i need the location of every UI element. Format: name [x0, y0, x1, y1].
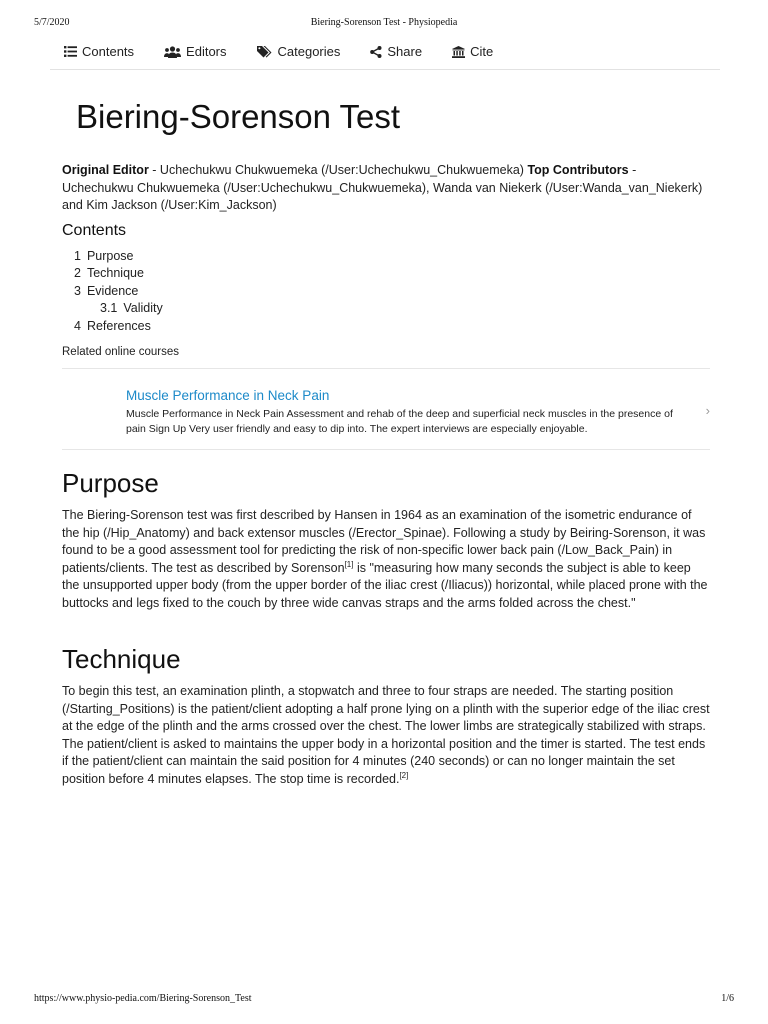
course-title-link[interactable]: Muscle Performance in Neck Pain — [126, 388, 330, 403]
toc-number: 4 — [74, 318, 81, 333]
reference-2-link[interactable]: [2] — [399, 770, 409, 780]
print-date: 5/7/2020 — [34, 17, 70, 28]
institution-icon — [452, 46, 465, 58]
share-label: Share — [387, 44, 423, 59]
print-footer — [34, 993, 734, 1005]
top-contributors-text: - Uchechukwu Chukwuemeka (/User:Uchechukwu_Chukwuemeka), Wanda van Niekerk (/User:Wanda_van_Niekerk) and Kim Jackson (/User:Kim_Jackson) — [62, 163, 703, 212]
list-icon — [64, 46, 77, 57]
print-page-number: 1/6 — [721, 993, 734, 1004]
page-toolbar — [50, 40, 720, 70]
original-editor-label: Original Editor — [62, 163, 149, 177]
toc-number: 1 — [74, 249, 81, 263]
purpose-text-a: The Biering-Sorenson test was first described by Hansen in 1964 as an examination of the isometric endurance of the hip (/Hip_Anatomy) and back extensor muscles (/Erector_Spinae). Following a study by Beiring-Sorenson, it was found to be a good assessment tool for predicting the risk of non-specific lower back pain (/Low_Back_Pain) in patients/clients. The test as described by Sorenson — [62, 508, 706, 575]
purpose-paragraph — [62, 507, 710, 613]
chevron-right-icon[interactable]: › — [705, 403, 710, 418]
toc-item-references[interactable] — [74, 318, 163, 335]
technique-heading: Technique — [62, 644, 181, 674]
table-of-contents — [74, 248, 163, 335]
categories-button[interactable] — [257, 44, 341, 59]
toc-number: 2 — [74, 266, 81, 281]
reference-1-link[interactable]: [1] — [344, 559, 354, 569]
toc-number: 3.1 — [100, 301, 118, 316]
toc-label: Technique — [86, 266, 144, 281]
toc-item-purpose[interactable] — [74, 248, 163, 265]
technique-paragraph — [62, 683, 710, 789]
cite-label: Cite — [470, 44, 494, 59]
toc-number: 3 — [74, 283, 81, 298]
users-icon — [164, 46, 181, 58]
toc-label: References — [86, 318, 151, 333]
toc-title: Contents — [62, 222, 127, 239]
toc-item-technique[interactable] — [74, 265, 163, 282]
toc-item-validity[interactable] — [74, 300, 163, 317]
tags-icon — [257, 45, 273, 58]
top-contributors-label: Top Contributors — [527, 163, 629, 177]
course-card[interactable] — [62, 368, 710, 450]
print-header — [34, 17, 734, 29]
technique-text: To begin this test, an examination plinth, a stopwatch and three to four straps are needed. The starting position (/Starting_Positions) is the patient/client adopting a half prone lying on a plinth with the superior edge of the iliac crest at the edge of the plinth and the arms crossed over the chest. The lower limbs are strategically stabilized with straps. The patient/client is asked to maintains the upper body in a horizontal position and the timer is started. The test ends if the patient/client can maintain the said position for 4 minutes (240 seconds) or can no longer maintain the set position before 4 minutes elapses. The stop time is recorded. — [62, 684, 710, 786]
page-title: Biering-Sorenson Test — [76, 98, 401, 135]
share-button[interactable] — [370, 44, 422, 59]
cite-button[interactable] — [452, 44, 493, 59]
related-courses-label: Related online courses — [62, 346, 179, 358]
toc-item-evidence[interactable] — [74, 283, 163, 300]
original-editor-text: - Uchechukwu Chukwuemeka (/User:Uchechukwu_Chukwuemeka) — [148, 163, 528, 177]
purpose-heading: Purpose — [62, 468, 159, 498]
toc-label: Purpose — [86, 249, 134, 263]
course-description: Muscle Performance in Neck Pain Assessment and rehab of the deep and superficial neck muscles in the presence of pain Sign Up Very user friendly and easy to dip into. The expert interviews are especially enjoyable. — [126, 408, 673, 435]
author-credits — [62, 162, 710, 215]
purpose-text-b: is "measuring how many seconds the subject is able to keep the unsupported upper body (from the upper border of the iliac crest (/Iliacus)) horizontal, while placed prone with the buttocks and legs fixed to the couch by three wide canvas straps and the arms folded across the chest." — [62, 560, 708, 610]
toc-label: Validity — [123, 301, 163, 316]
contents-label: Contents — [82, 44, 135, 59]
print-url: https://www.physio-pedia.com/Biering-Sorenson_Test — [34, 993, 252, 1004]
print-page-title: Biering-Sorenson Test - Physiopedia — [310, 17, 458, 28]
editors-button[interactable] — [164, 44, 226, 59]
contents-button[interactable] — [64, 44, 134, 59]
share-icon — [370, 46, 382, 58]
categories-label: Categories — [277, 44, 341, 59]
editors-label: Editors — [186, 44, 227, 59]
toc-label: Evidence — [86, 283, 139, 298]
